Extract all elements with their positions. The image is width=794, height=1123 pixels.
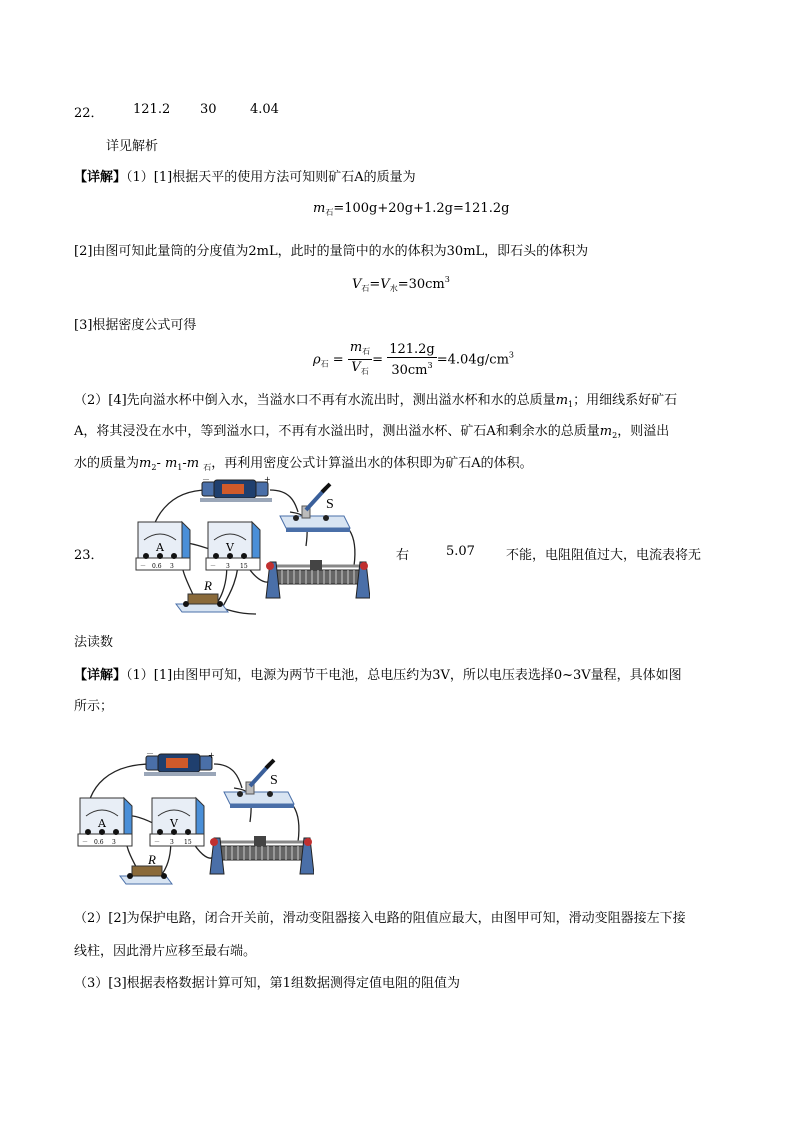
eq2-sub2: 水 [389,284,398,293]
battery-plus-label: + [264,476,271,484]
q23-p1-line-2: 所示； [74,699,114,714]
switch-label: S [326,497,334,512]
q23-p2-line-1: （2）[2]为保护电路，闭合开关前，滑动变阻器接入电路的阻值应最大，由图甲可知，滑动变阻器接左下接 [74,911,686,926]
voltmeter-term-3: 3 [226,563,230,570]
eq3-den-var: V [351,360,361,375]
voltmeter-term-15: 15 [184,839,192,846]
switch-icon [224,760,294,808]
p4-l2b: ，则溢出 [617,424,670,439]
q23-answer-3: 不能，电阻阻值过大，电流表将无 [506,548,702,563]
q22-see-analysis: 详见解析 [106,139,159,154]
switch-label: S [270,773,278,788]
q23-p1-line-1 [74,664,682,683]
ammeter-term-06: 0.6 [94,839,104,846]
eq3-den2-sup: 3 [427,360,433,370]
battery-minus-label: － [146,752,154,758]
p4-f-s3: 石 [203,463,212,472]
eq3-rhs-sup: 3 [508,350,514,360]
q22-p4-line-2 [74,420,669,440]
voltmeter-term-3: 3 [170,839,174,846]
eq3-fraction-symbolic [348,340,372,380]
eq2-rhs: =30cm [397,277,445,292]
q23-number: 23． [74,548,104,563]
voltmeter-label: V [170,817,178,830]
p4-m1-sub: 1 [568,400,574,409]
eq2-mid: = [369,277,381,292]
p4-l3a: 水的质量为 [74,456,140,471]
q22-p4-line-1 [74,389,677,409]
eq1-rhs: =100g+20g+1.2g=121.2g [333,201,510,216]
q22-equation-mass [313,201,509,218]
ammeter-term-minus: － [82,839,89,846]
q22-detail-paragraph-2: [2]由图可知此量筒的分度值为2mL，此时的量筒中的水的体积为30mL，即石头的体积为 [74,244,589,259]
p4-m1: m [555,393,569,408]
p4-l1b: ；用细线系好矿石 [573,393,678,408]
battery-icon [200,480,272,502]
q22-equation-density [313,340,514,380]
battery-plus-label: + [208,752,215,760]
eq3-eq2: = [372,352,384,368]
q23-answer-1: 右 [396,548,410,563]
ammeter-term-3: 3 [170,563,174,570]
p4-f-s1: 2 [151,463,157,472]
q23-answer-continuation: 法读数 [74,635,114,650]
ammeter-term-minus: － [140,563,147,570]
circuit-diagram-2 [74,752,314,900]
ammeter-term-3: 3 [112,839,116,846]
eq3-rho: ρ [313,352,321,368]
p4-l2a: A，将其浸没在水中，等到溢水口，不再有水溢出时，测出溢水杯、矿石A和剩余水的总质量 [74,424,600,439]
q23-answer-2: 5.07 [446,544,475,559]
q22-detail-label: 【详解】 [74,170,127,185]
voltmeter-term-minus: － [210,563,217,570]
eq3-num-var: m [349,340,363,355]
q22-answer-3: 4.04 [250,102,279,117]
q23-p1-l1-text: （1）[1]由图甲可知，电源为两节干电池，总电压约为3V，所以电压表选择0~3V量程，具体如图 [126,668,682,683]
ammeter-label: A [98,817,106,830]
q22-p4-line-3 [74,452,533,473]
q22-answer-2: 30 [200,102,217,117]
p4-f-mid2: -m [182,456,204,471]
eq3-rhs: =4.04g/cm [436,352,509,368]
q22-answer-1: 121.2 [133,102,171,117]
eq2-v2: V [380,277,390,292]
rheostat-icon [210,836,314,874]
q23-p2-line-2: 线柱，因此滑片应移至最右端。 [74,944,257,959]
q22-p1-text: （1）[1]根据天平的使用方法可知则矿石A的质量为 [126,170,416,185]
eq3-rho-sub: 石 [320,359,329,369]
eq3-eq: = [328,352,348,368]
battery-minus-label: － [202,476,210,484]
p4-m2-sub: 2 [612,431,618,440]
q22-detail-paragraph-1 [74,166,416,185]
eq2-sup: 3 [444,275,450,284]
eq3-fraction-numeric [387,342,437,379]
p4-f: m [139,456,152,471]
resistor-label: R [148,852,156,867]
switch-icon [280,484,350,532]
eq3-den-sub: 石 [360,367,369,376]
p4-l1a: （2）[4]先向溢水杯中倒入水，当溢水口不再有水流出时，测出溢水杯和水的总质量 [74,393,556,408]
ammeter-label: A [156,541,164,554]
eq3-den2: 30cm [391,362,428,378]
circuit-diagram-1 [130,476,370,624]
eq3-num-sub: 石 [362,347,371,356]
eq1-sub: 石 [325,208,334,217]
ammeter-term-06: 0.6 [152,563,162,570]
p4-l3b: ，再利用密度公式计算溢出水的体积即为矿石A的体积。 [211,456,533,471]
eq2-sub1: 石 [361,284,370,293]
resistor-label: R [204,578,212,593]
eq1-var: m [313,201,326,216]
q23-p3: （3）[3]根据表格数据计算可知，第1组数据测得定值电阻的阻值为 [74,976,460,991]
voltmeter-term-15: 15 [240,563,248,570]
rheostat-icon [266,560,370,598]
battery-icon [144,754,216,776]
resistor-icon [120,866,172,884]
eq3-num2: 121.2g [389,341,435,357]
voltmeter-term-minus: － [154,839,161,846]
q22-equation-volume [352,275,450,294]
q22-number: 22． [74,106,104,121]
eq2-v1: V [352,277,362,292]
q23-detail-label: 【详解】 [74,668,127,683]
p4-f-mid: - m [156,456,178,471]
p4-f-s2: 1 [177,463,183,472]
p4-m2: m [599,424,613,439]
q22-detail-paragraph-3: [3]根据密度公式可得 [74,318,197,333]
voltmeter-label: V [226,541,234,554]
